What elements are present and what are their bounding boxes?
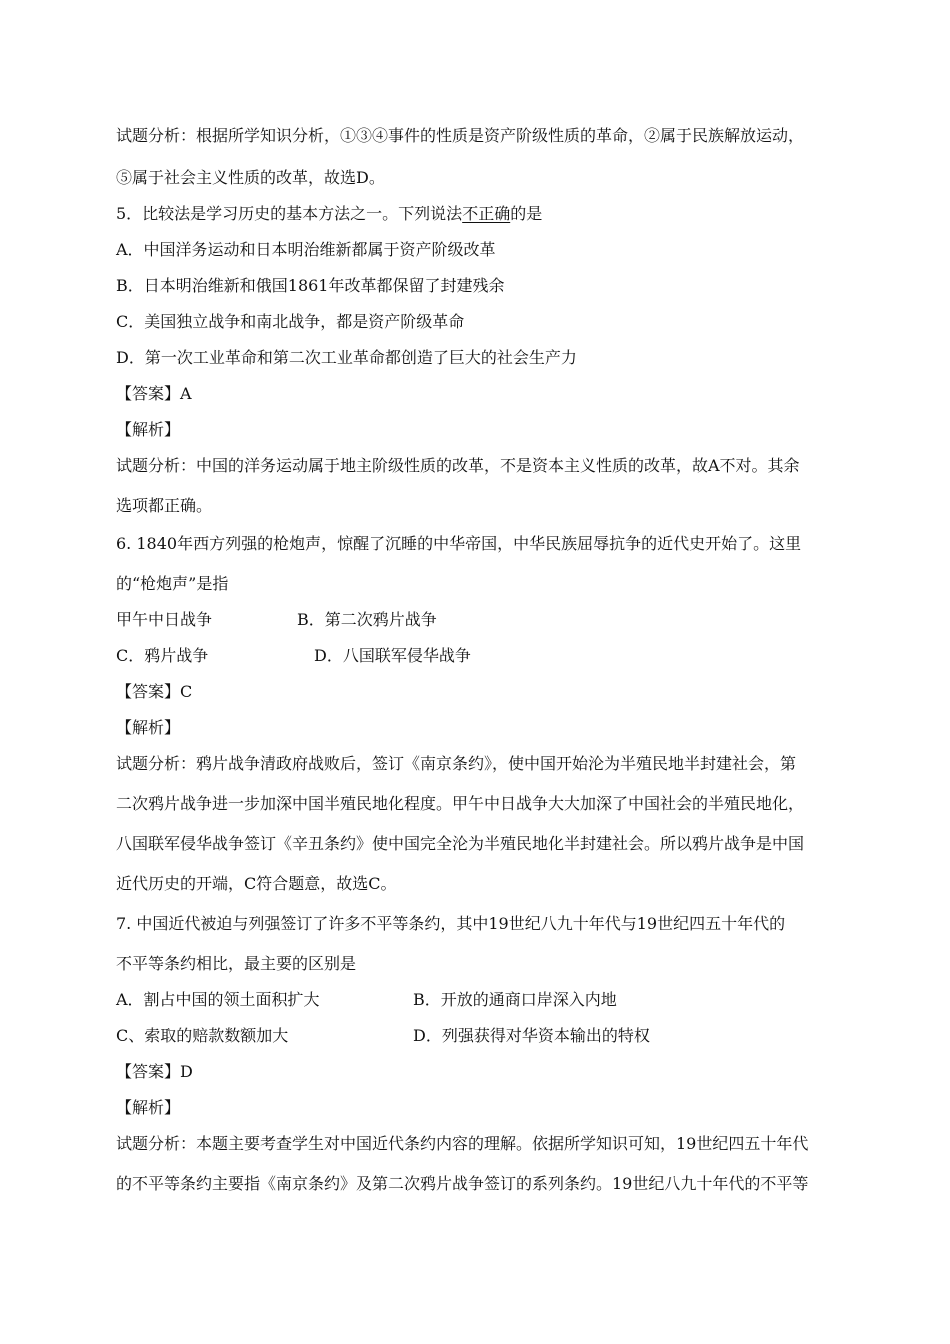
q7-analysis-line-2: 的不平等条约主要指《南京条约》及第二次鸦片战争签订的系列条约。19世纪八九十年代的不平等 bbox=[116, 1174, 809, 1193]
q6-stem-line-2: 的“枪炮声”是指 bbox=[116, 574, 229, 593]
q7-analysis-header: 【解析】 bbox=[116, 1098, 181, 1117]
q4-analysis-line-2: ⑤属于社会主义性质的改革，故选D。 bbox=[116, 168, 385, 187]
q6-option-d: D．八国联军侵华战争 bbox=[314, 646, 471, 665]
q6-analysis-line-3: 八国联军侵华战争签订《辛丑条约》使中国完全沦为半殖民地化半封建社会。所以鸦片战争是中国 bbox=[116, 834, 805, 853]
q5-analysis-line-1: 试题分析：中国的洋务运动属于地主阶级性质的改革，不是资本主义性质的改革，故A不对。其余 bbox=[116, 456, 800, 475]
q6-stem-line-1: 6. 1840年西方列强的枪炮声，惊醒了沉睡的中华帝国，中华民族屈辱抗争的近代史开始了。这里 bbox=[116, 534, 802, 553]
q6-answer: 【答案】C bbox=[116, 682, 193, 701]
q5-stem bbox=[116, 203, 542, 225]
q5-stem-pre: 5．比较法是学习历史的基本方法之一。下列说法 bbox=[116, 204, 463, 223]
q6-analysis-line-1: 试题分析：鸦片战争清政府战败后，签订《南京条约》，使中国开始沦为半殖民地半封建社会，第 bbox=[116, 754, 797, 773]
q7-analysis-line-1: 试题分析：本题主要考查学生对中国近代条约内容的理解。依据所学知识可知，19世纪四五十年代 bbox=[116, 1134, 809, 1153]
q5-analysis-header: 【解析】 bbox=[116, 420, 181, 439]
q5-option-a: A．中国洋务运动和日本明治维新都属于资产阶级改革 bbox=[116, 240, 496, 259]
q6-analysis-line-2: 二次鸦片战争进一步加深中国半殖民地化程度。甲午中日战争大大加深了中国社会的半殖民地化， bbox=[116, 794, 805, 813]
q5-option-b: B．日本明治维新和俄国1861年改革都保留了封建残余 bbox=[116, 276, 505, 295]
q5-analysis-line-2: 选项都正确。 bbox=[116, 496, 213, 515]
q5-stem-post: 的是 bbox=[510, 204, 543, 223]
q7-option-c: C、索取的赔款数额加大 bbox=[116, 1026, 289, 1045]
q6-option-a: 甲午中日战争 bbox=[116, 610, 213, 629]
q7-option-a: A．割占中国的领土面积扩大 bbox=[116, 990, 320, 1009]
q7-option-d: D．列强获得对华资本输出的特权 bbox=[413, 1026, 650, 1045]
q7-option-b: B．开放的通商口岸深入内地 bbox=[413, 990, 617, 1009]
q6-option-c: C．鸦片战争 bbox=[116, 646, 209, 665]
q6-analysis-line-4: 近代历史的开端，C符合题意，故选C。 bbox=[116, 874, 397, 893]
q7-stem-line-1: 7. 中国近代被迫与列强签订了许多不平等条约，其中19世纪八九十年代与19世纪四五十年代的 bbox=[116, 914, 786, 933]
q6-analysis-header: 【解析】 bbox=[116, 718, 181, 737]
q7-answer: 【答案】D bbox=[116, 1062, 193, 1081]
q7-stem-line-2: 不平等条约相比，最主要的区别是 bbox=[116, 954, 357, 973]
q5-option-c: C．美国独立战争和南北战争，都是资产阶级革命 bbox=[116, 312, 465, 331]
q5-option-d: D．第一次工业革命和第二次工业革命都创造了巨大的社会生产力 bbox=[116, 348, 577, 367]
q5-answer: 【答案】A bbox=[116, 384, 192, 403]
q4-analysis-line-1: 试题分析：根据所学知识分析，①③④事件的性质是资产阶级性质的革命，②属于民族解放运动， bbox=[116, 126, 805, 145]
q5-stem-underlined: 不正确 bbox=[462, 204, 511, 223]
q6-option-b: B．第二次鸦片战争 bbox=[297, 610, 437, 629]
